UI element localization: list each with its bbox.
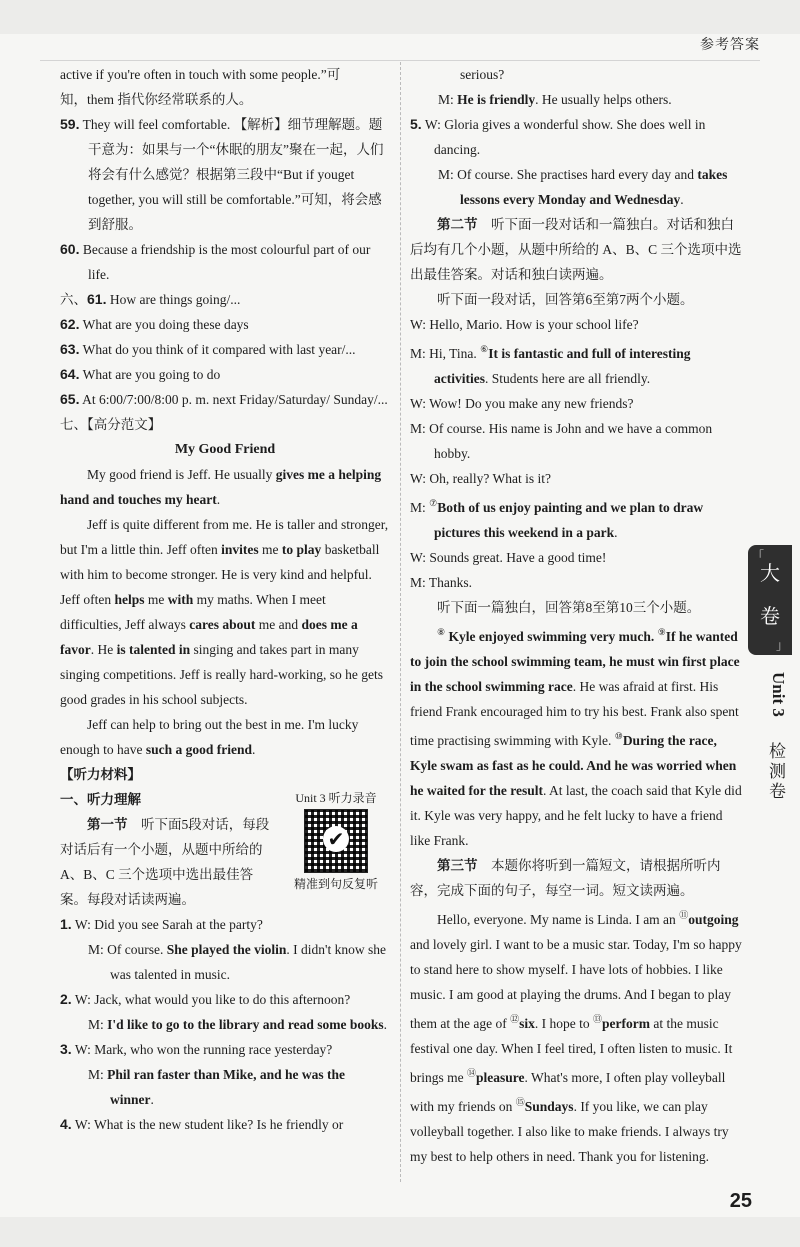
conversation-line-1: W: Hello, Mario. How is your school life? — [410, 317, 639, 332]
listening-heading: 【听力材料】 — [60, 767, 141, 782]
side-tab: 「 大 卷 」 — [748, 545, 792, 655]
part-1-heading: 一、听力理解 — [60, 792, 141, 807]
column-divider — [400, 62, 401, 1182]
section-3-instructions: 第三节 本题你将听到一篇短文，请根据所听内容，完成下面的句子，每空一词。短文读两遍。 — [410, 858, 721, 898]
answer-65: 65. At 6:00/7:00/8:00 p. m. next Friday/Saturday/ Sunday/... — [60, 391, 388, 407]
qr-code-image[interactable] — [304, 809, 368, 873]
conversation-line-3: W: Wow! Do you make any new friends? — [410, 396, 634, 411]
conversation-line-4: M: Of course. His name is John and we have a common hobby. — [410, 421, 713, 461]
answer-61: 六、61. How are things going/... — [60, 291, 241, 307]
monologue-paragraph: ⑧ Kyle enjoyed swimming very much. ⑨If he wanted to join the school swimming team, he must win first place in the school swimming race. He was afraid at first. His friend Frank encouraged him to try his best. Frank also spent time practising swimming with Kyle. ⑩During the race, Kyle swam as fast as he could. And he was worried when he waited for the result. At last, the coach said that Kyle did it. Kyle was very happy, and he felt lucky to have a friend like Frank. — [410, 627, 742, 848]
top-margin — [0, 0, 800, 34]
dialogue-4-w-continuation: serious? — [460, 67, 505, 82]
answer-62: 62. What are you doing these days — [60, 316, 249, 332]
conversation-line-7: W: Sounds great. Have a good time! — [410, 550, 607, 565]
answer-59: 59. They will feel comfortable. 【解析】细节理解题。题干意为：如果与一个“休眠的朋友”聚在一起，人们将会有什么感觉？根据第三段中“But if youget together, you will still be comfortable.”可知，将会感到舒服。 — [60, 116, 384, 232]
side-tab-line-2: 卷 — [760, 604, 780, 628]
dialogue-3-w: 3. W: Mark, who won the running race yesterday? — [60, 1041, 333, 1057]
dialogue-4-m: M: He is friendly. He usually helps others. — [438, 92, 672, 107]
conversation-line-2: M: Hi, Tina. ⑥It is fantastic and full of interesting activities. Students here are all friendly. — [410, 344, 691, 386]
page-number: 25 — [729, 1190, 752, 1212]
conversation-line-6: M: ⑦Both of us enjoy painting and we plan to draw pictures this weekend in a park. — [410, 498, 704, 540]
section-2-instructions: 第二节 听下面一段对话和一篇独白。对话和独白后均有几个小题，从题中所给的 A、B、C 三个选项中选出最佳答案。对话和独白读两遍。 — [410, 217, 742, 282]
header-label: 参考答案 — [700, 37, 760, 53]
left-column — [60, 62, 390, 1137]
side-section-label: 检测卷 — [765, 742, 785, 802]
side-tab-line-1: 大 — [760, 561, 780, 585]
qr-caption-bottom: 精准到句反复听 — [293, 877, 378, 891]
essay-paragraph-2: Jeff is quite different from me. He is taller and stronger, but I'm a little thin. Jeff often invites me to play basketball with him to become stronger. He is very kind and helpful. Jeff often helps me with my maths. When I meet difficulties, Jeff always cares about me and does me a favor. He is talented in singing and takes part in many singing competitions. Jeff is really hard-working, so he gets good grades in his school subjects. — [60, 517, 389, 707]
section-1-instructions: 第一节 听下面5段对话，每段对话后有一个小题，从题中所给的 A、B、C 三个选项中选出最佳答案。每段对话读两遍。 — [60, 817, 270, 907]
qr-caption-top: Unit 3 听力录音 — [295, 791, 377, 805]
essay-paragraph-3: Jeff can help to bring out the best in me. I'm lucky enough to have such a good friend. — [60, 717, 359, 757]
dialogue-2-m: M: I'd like to go to the library and read some books. — [88, 1017, 388, 1032]
dialogue-5-w: 5. W: Gloria gives a wonderful show. She does well in dancing. — [410, 116, 706, 157]
q58-continuation: active if you're often in touch with some people.”可 知，them 指代你经常联系的人。 — [60, 67, 341, 107]
answer-60: 60. Because a friendship is the most colourful part of our life. — [60, 241, 371, 282]
conversation-line-8: M: Thanks. — [410, 575, 473, 590]
section-2-intro-monologue: 听下面一篇独白，回答第8至第10三个小题。 — [437, 600, 701, 615]
passage-paragraph: Hello, everyone. My name is Linda. I am an ⑪outgoing and lovely girl. I want to be a music star. Today, I'm so happy to stand here to show myself. I have lots of hobbies. I like music. I am good at playing the drums. And I began to play them at the age of ⑫six. I hope to ⑬perform at the music festival one day. When I feel tired, I often listen to music. It brings me ⑭pleasure. What's more, I often play volleyball with my friends on ⑮Sundays. If you like, we can play volleyball together. I also like to make friends. I always try my best to help others in need. Thank you for listening. — [410, 910, 742, 1164]
essay-paragraph-1: My good friend is Jeff. He usually gives me a helping hand and touches my heart. — [60, 467, 382, 507]
section-7-heading: 七、【高分范文】 — [60, 417, 162, 432]
answer-64: 64. What are you going to do — [60, 366, 221, 382]
dialogue-1-w: 1. W: Did you see Sarah at the party? — [60, 916, 263, 932]
dialogue-3-m: M: Phil ran faster than Mike, and he was the winner. — [88, 1067, 346, 1107]
side-unit-label: Unit 3 — [769, 672, 788, 717]
section-2-intro-dialogue: 听下面一段对话，回答第6至第7两个小题。 — [437, 292, 694, 307]
qr-code-block[interactable] — [282, 789, 390, 893]
check-icon: ✔ — [323, 826, 349, 852]
dialogue-4-w: 4. W: What is the new student like? Is he friendly or — [60, 1116, 344, 1132]
conversation-line-5: W: Oh, really? What is it? — [410, 471, 551, 486]
answer-63: 63. What do you think of it compared with last year/... — [60, 341, 356, 357]
essay-title: My Good Friend — [174, 442, 276, 457]
dialogue-1-m: M: Of course. She played the violin. I didn't know she was talented in music. — [88, 942, 386, 982]
dialogue-5-m: M: Of course. She practises hard every day and takes lessons every Monday and Wednesday. — [438, 167, 728, 207]
header-rule — [40, 60, 760, 61]
right-column — [410, 62, 743, 1169]
dialogue-2-w: 2. W: Jack, what would you like to do this afternoon? — [60, 991, 351, 1007]
bottom-margin — [0, 1217, 800, 1247]
